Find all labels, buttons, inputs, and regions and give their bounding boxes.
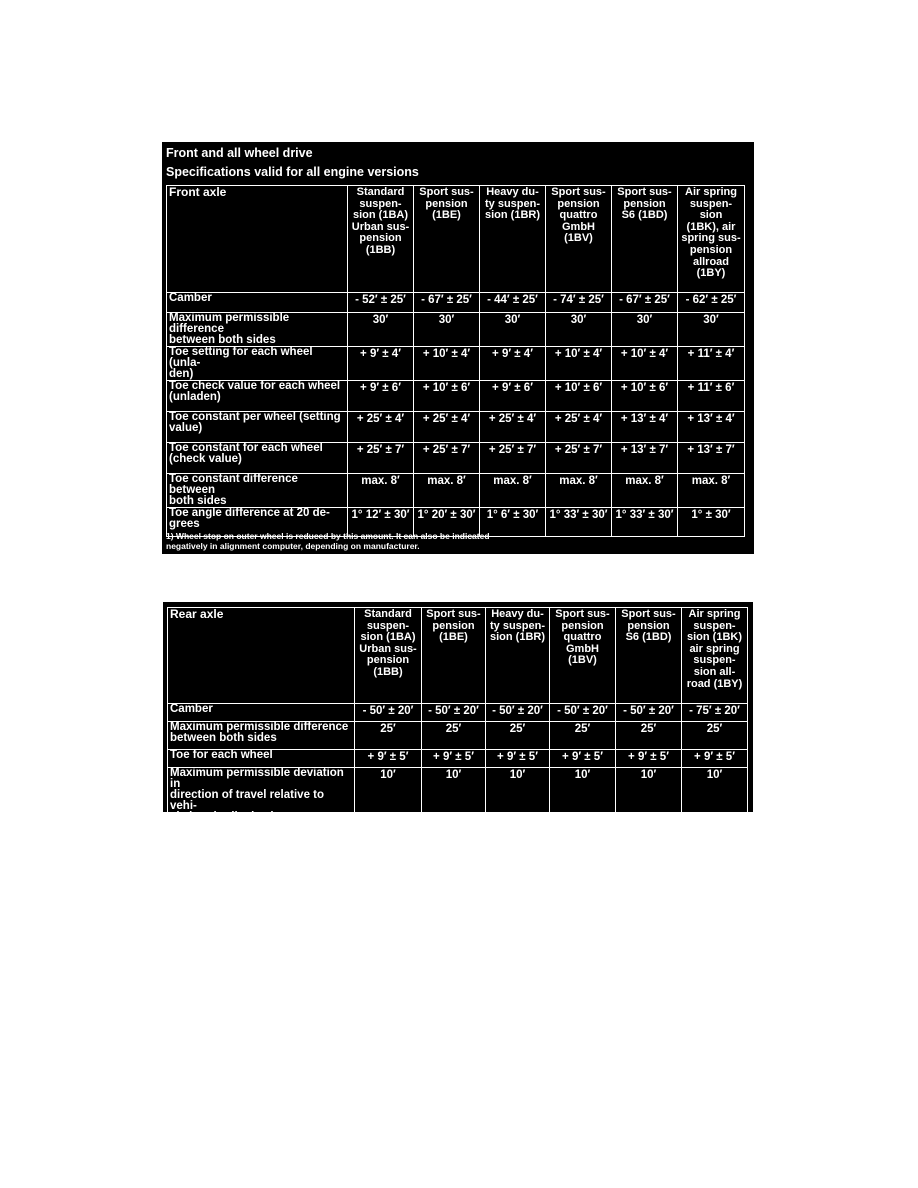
row-label	[167, 293, 348, 313]
row-label	[167, 412, 348, 443]
value-cell: 10′	[486, 768, 550, 824]
text-line: Toe constant difference between	[169, 473, 298, 496]
value-cell: + 9′ ± 5′	[355, 750, 422, 768]
value-cell: + 13′ ± 4′	[678, 412, 745, 443]
value-cell: + 13′ ± 4′	[612, 412, 678, 443]
text-line: sion (1BK)	[687, 631, 742, 644]
text-line: Sport sus-	[617, 186, 672, 198]
text-line: sion (1BA)	[360, 631, 416, 644]
value-cell: max. 8′	[612, 474, 678, 508]
value-cell: 25′	[422, 722, 486, 750]
value-cell: - 74′ ± 25′	[546, 293, 612, 313]
text-line: (1BB)	[365, 243, 396, 256]
text-line: grees	[169, 518, 200, 530]
row-label	[168, 768, 355, 824]
value-cell: + 9′ ± 4′	[480, 347, 546, 381]
column-header	[546, 186, 612, 293]
text-line: Standard	[364, 608, 412, 620]
value-cell: + 25′ ± 4′	[348, 412, 414, 443]
value-cell: + 9′ ± 5′	[486, 750, 550, 768]
value-cell: + 10′ ± 4′	[612, 347, 678, 381]
front-subtitle: Specifications valid for all engine versions	[166, 165, 419, 179]
text-line: spring sus-	[681, 232, 741, 245]
table-row	[167, 293, 745, 313]
value-cell: 10′	[422, 768, 486, 824]
value-cell: + 25′ ± 7′	[348, 443, 414, 474]
text-line: Maximum permissible difference	[170, 721, 349, 733]
value-cell: + 13′ ± 7′	[678, 443, 745, 474]
text-line: GmbH	[562, 220, 595, 233]
text-line: between both sides	[169, 334, 276, 346]
table-row	[167, 313, 745, 347]
text-line: cle longitudinal axis	[170, 811, 280, 823]
text-line: quattro	[563, 631, 602, 644]
text-line: value)	[169, 422, 203, 434]
text-line: (1BE)	[439, 631, 468, 644]
value-cell: 1° 20′ ± 30′	[414, 508, 480, 537]
column-header	[355, 608, 422, 704]
text-line: Camber	[170, 703, 213, 715]
value-cell: + 9′ ± 4′	[348, 347, 414, 381]
value-cell: - 44′ ± 25′	[480, 293, 546, 313]
text-line: suspen-	[693, 654, 736, 667]
column-header	[612, 186, 678, 293]
text-line: Camber	[169, 292, 212, 304]
value-cell: 25′	[550, 722, 616, 750]
text-line: Toe constant per wheel (setting	[169, 411, 341, 423]
text-line: Maximum permissible difference	[169, 312, 290, 335]
text-line: sion (1BA)	[353, 209, 408, 222]
value-cell: - 67′ ± 25′	[414, 293, 480, 313]
text-line: pension	[432, 619, 475, 632]
value-cell: 10′	[355, 768, 422, 824]
value-cell: 30′	[414, 313, 480, 347]
text-line: Toe angle difference at 20 de-	[169, 507, 330, 519]
value-cell: + 25′ ± 4′	[414, 412, 480, 443]
value-cell: + 25′ ± 4′	[480, 412, 546, 443]
front-header-row	[167, 186, 745, 293]
value-cell: + 10′ ± 4′	[546, 347, 612, 381]
value-cell: + 9′ ± 6′	[348, 381, 414, 412]
value-cell: + 13′ ± 7′	[612, 443, 678, 474]
row-label	[168, 750, 355, 768]
value-cell: 1° 33′ ± 30′	[546, 508, 612, 537]
value-cell: 25′	[616, 722, 682, 750]
rear-axle-table	[167, 607, 748, 824]
table-row	[167, 412, 745, 443]
value-cell: 1° ± 30′	[678, 508, 745, 537]
value-cell: 1° 12′ ± 30′	[348, 508, 414, 537]
table-row	[167, 474, 745, 508]
value-cell: max. 8′	[348, 474, 414, 508]
text-line: S6 (1BD)	[621, 209, 668, 222]
row-label	[167, 443, 348, 474]
value-cell: 25′	[486, 722, 550, 750]
row-label	[167, 347, 348, 381]
table-row	[168, 768, 748, 824]
value-cell: max. 8′	[546, 474, 612, 508]
text-line: Sport sus-	[426, 608, 481, 620]
text-line: (1BV)	[568, 654, 597, 667]
value-cell: - 50′ ± 20′	[355, 704, 422, 722]
text-line: sion all-	[693, 665, 736, 678]
text-line: GmbH	[566, 642, 599, 655]
value-cell: 1° 6′ ± 30′	[480, 508, 546, 537]
text-line: suspen-	[366, 619, 410, 632]
column-header	[486, 608, 550, 704]
value-cell: + 9′ ± 5′	[682, 750, 748, 768]
text-line: quattro	[559, 209, 598, 222]
value-cell: - 50′ ± 20′	[486, 704, 550, 722]
value-cell: + 11′ ± 6′	[678, 381, 745, 412]
text-line: (check value)	[169, 453, 242, 465]
text-line: Air spring	[688, 608, 741, 620]
table-row	[168, 704, 748, 722]
value-cell: 10′	[550, 768, 616, 824]
value-cell: max. 8′	[414, 474, 480, 508]
value-cell: + 25′ ± 7′	[414, 443, 480, 474]
text-line: Heavy du-	[491, 608, 544, 620]
text-line: pension	[623, 197, 666, 210]
text-line: pension	[627, 619, 670, 632]
text-line: den)	[169, 368, 194, 380]
column-header	[616, 608, 682, 704]
value-cell: + 25′ ± 7′	[480, 443, 546, 474]
text-line: pension	[359, 232, 402, 245]
column-header	[414, 186, 480, 293]
text-line: suspen-	[693, 619, 736, 632]
value-cell: 30′	[612, 313, 678, 347]
value-cell: 1° 33′ ± 30′	[612, 508, 678, 537]
text-line: sion (1BR)	[490, 631, 545, 644]
text-line: Toe check value for each wheel	[169, 380, 341, 392]
text-line: direction of travel relative to vehi-	[170, 789, 325, 812]
row-label	[168, 704, 355, 722]
text-line: Sport sus-	[419, 186, 474, 198]
text-line: pension	[561, 619, 604, 632]
text-line: Standard	[356, 186, 405, 198]
value-cell: 25′	[355, 722, 422, 750]
text-line: pension	[366, 654, 410, 667]
row-label	[167, 474, 348, 508]
column-header	[422, 608, 486, 704]
front-footnote	[166, 531, 490, 551]
text-line: sion (1BR)	[485, 209, 540, 222]
footnote-line: negatively in alignment computer, depending on manufacturer.	[166, 541, 420, 551]
text-line: Toe setting for each wheel (unla-	[169, 346, 313, 369]
value-cell: 30′	[546, 313, 612, 347]
table-row	[167, 347, 745, 381]
value-cell: - 50′ ± 20′	[422, 704, 486, 722]
text-line: suspen-	[359, 197, 402, 210]
text-line: Toe constant for each wheel	[169, 442, 323, 454]
table-row	[167, 381, 745, 412]
value-cell: - 62′ ± 25′	[678, 293, 745, 313]
text-line: (unladen)	[169, 391, 221, 403]
text-line: (1BE)	[432, 209, 461, 222]
row-label	[167, 381, 348, 412]
column-header	[682, 608, 748, 704]
text-line: Heavy du-	[486, 186, 539, 198]
value-cell: 10′	[682, 768, 748, 824]
front-axle-label: Front axle	[167, 186, 348, 293]
value-cell: - 50′ ± 20′	[550, 704, 616, 722]
value-cell: + 11′ ± 4′	[678, 347, 745, 381]
text-line: air spring	[689, 642, 740, 655]
value-cell: + 10′ ± 6′	[414, 381, 480, 412]
value-cell: 25′	[682, 722, 748, 750]
front-axle-table	[166, 185, 745, 537]
front-title: Front and all wheel drive	[166, 146, 313, 160]
text-line: (1BK), air	[686, 220, 736, 233]
table-row	[167, 443, 745, 474]
text-line: road (1BY)	[686, 677, 743, 690]
text-line: Maximum permissible deviation in	[170, 767, 344, 790]
text-line: Urban sus-	[359, 642, 417, 655]
text-line: allroad	[692, 255, 730, 268]
text-line: Urban sus-	[351, 220, 410, 233]
value-cell: - 52′ ± 25′	[348, 293, 414, 313]
value-cell: max. 8′	[678, 474, 745, 508]
value-cell: 30′	[678, 313, 745, 347]
value-cell: + 9′ ± 6′	[480, 381, 546, 412]
value-cell: 30′	[348, 313, 414, 347]
text-line: S6 (1BD)	[625, 631, 672, 644]
text-line: ty suspen-	[489, 619, 545, 632]
text-line: Toe for each wheel	[170, 749, 273, 761]
value-cell: - 50′ ± 20′	[616, 704, 682, 722]
value-cell: + 9′ ± 5′	[616, 750, 682, 768]
text-line: (1BY)	[696, 267, 726, 280]
value-cell: + 9′ ± 5′	[550, 750, 616, 768]
rear-axle-label: Rear axle	[168, 608, 355, 704]
text-line: both sides	[169, 495, 227, 507]
value-cell: + 25′ ± 4′	[546, 412, 612, 443]
table-row	[168, 750, 748, 768]
value-cell: - 75′ ± 20′	[682, 704, 748, 722]
front-axle-panel	[162, 142, 754, 554]
text-line: (1BV)	[564, 232, 593, 245]
column-header	[480, 186, 546, 293]
rear-axle-panel	[163, 602, 753, 823]
text-line: suspen-	[689, 197, 733, 210]
table-row	[168, 722, 748, 750]
value-cell: + 25′ ± 7′	[546, 443, 612, 474]
value-cell: + 10′ ± 4′	[414, 347, 480, 381]
text-line: sion	[699, 209, 723, 222]
text-line: (1BB)	[373, 665, 403, 678]
column-header	[678, 186, 745, 293]
row-label	[168, 722, 355, 750]
text-line: pension	[557, 197, 600, 210]
footnote-line: 1) Wheel stop on outer wheel is reduced by this amount. It can also be indicated	[166, 531, 490, 541]
text-line: Sport sus-	[555, 608, 610, 620]
text-line: pension	[425, 197, 468, 210]
text-line: between both sides	[170, 732, 277, 744]
rear-header-row	[168, 608, 748, 704]
value-cell: max. 8′	[480, 474, 546, 508]
value-cell: + 10′ ± 6′	[612, 381, 678, 412]
column-header	[348, 186, 414, 293]
text-line: ty suspen-	[484, 197, 540, 210]
text-line: Air spring	[685, 186, 737, 198]
value-cell: 30′	[480, 313, 546, 347]
text-line: Sport sus-	[621, 608, 676, 620]
text-line: pension	[689, 243, 733, 256]
value-cell: - 67′ ± 25′	[612, 293, 678, 313]
column-header	[550, 608, 616, 704]
value-cell: + 9′ ± 5′	[422, 750, 486, 768]
row-label	[167, 313, 348, 347]
value-cell: 10′	[616, 768, 682, 824]
text-line: Sport sus-	[551, 186, 606, 198]
value-cell: + 10′ ± 6′	[546, 381, 612, 412]
